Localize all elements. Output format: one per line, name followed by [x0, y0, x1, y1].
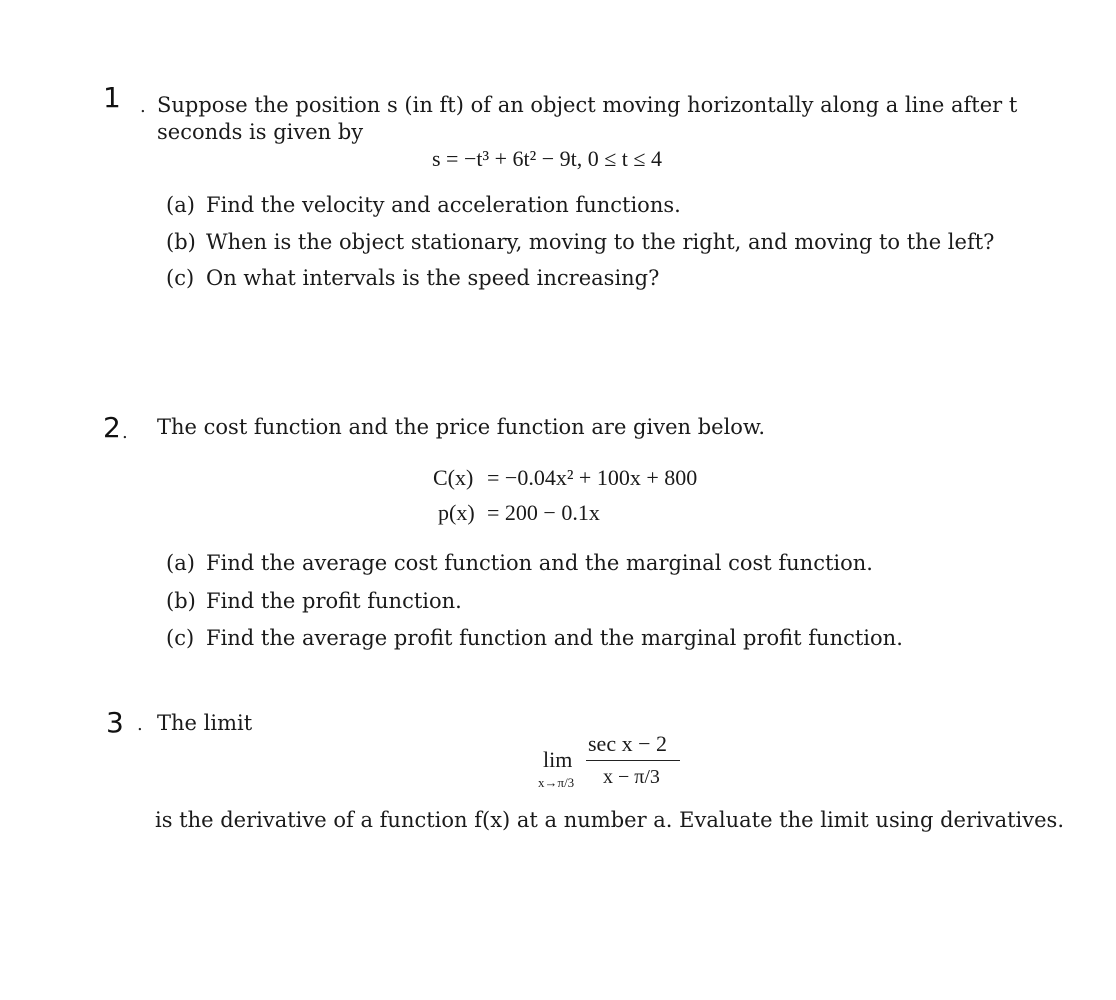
- problem-number: 3: [106, 706, 124, 739]
- part-label: (a): [166, 551, 195, 575]
- part-label: (b): [166, 230, 196, 254]
- problem-separator: .: [140, 96, 146, 117]
- cost-function-rhs: = −0.04x² + 100x + 800: [487, 465, 698, 490]
- limit-numerator: sec x − 2: [588, 731, 667, 756]
- part-label: (c): [166, 626, 195, 650]
- problem-intro-line1: Suppose the position s (in ft) of an object moving horizontally along a line after t: [157, 93, 1018, 117]
- price-function-rhs: = 200 − 0.1x: [487, 500, 600, 525]
- problem-intro-line2: seconds is given by: [157, 120, 364, 144]
- part-text: Find the profit function.: [206, 589, 462, 613]
- price-function-lhs: p(x): [438, 500, 475, 525]
- part-text: Find the average cost function and the marginal cost function.: [206, 551, 873, 575]
- position-equation: s = −t³ + 6t² − 9t, 0 ≤ t ≤ 4: [432, 146, 662, 171]
- problem-conclusion: is the derivative of a function f(x) at a number a. Evaluate the limit using derivatives.: [155, 808, 1064, 832]
- cost-function-lhs: C(x): [433, 465, 474, 490]
- part-text: Find the velocity and acceleration functions.: [206, 193, 681, 217]
- part-label: (a): [166, 193, 195, 217]
- fraction-bar: [586, 760, 680, 761]
- limit-word: lim: [543, 747, 573, 772]
- problem-separator: .: [137, 714, 143, 735]
- part-text: Find the average profit function and the marginal profit function.: [206, 626, 903, 650]
- part-label: (c): [166, 266, 195, 290]
- part-text: On what intervals is the speed increasing?: [206, 266, 660, 290]
- limit-subscript: x→π/3: [538, 775, 575, 790]
- problem-number: 1: [103, 81, 121, 114]
- part-label: (b): [166, 589, 196, 613]
- part-text: When is the object stationary, moving to the right, and moving to the left?: [206, 230, 995, 254]
- problem-number: 2: [103, 411, 121, 444]
- problem-intro: The limit: [157, 711, 253, 735]
- problem-separator: .: [122, 422, 128, 443]
- problem-intro: The cost function and the price function are given below.: [157, 415, 766, 439]
- limit-denominator: x − π/3: [603, 766, 660, 788]
